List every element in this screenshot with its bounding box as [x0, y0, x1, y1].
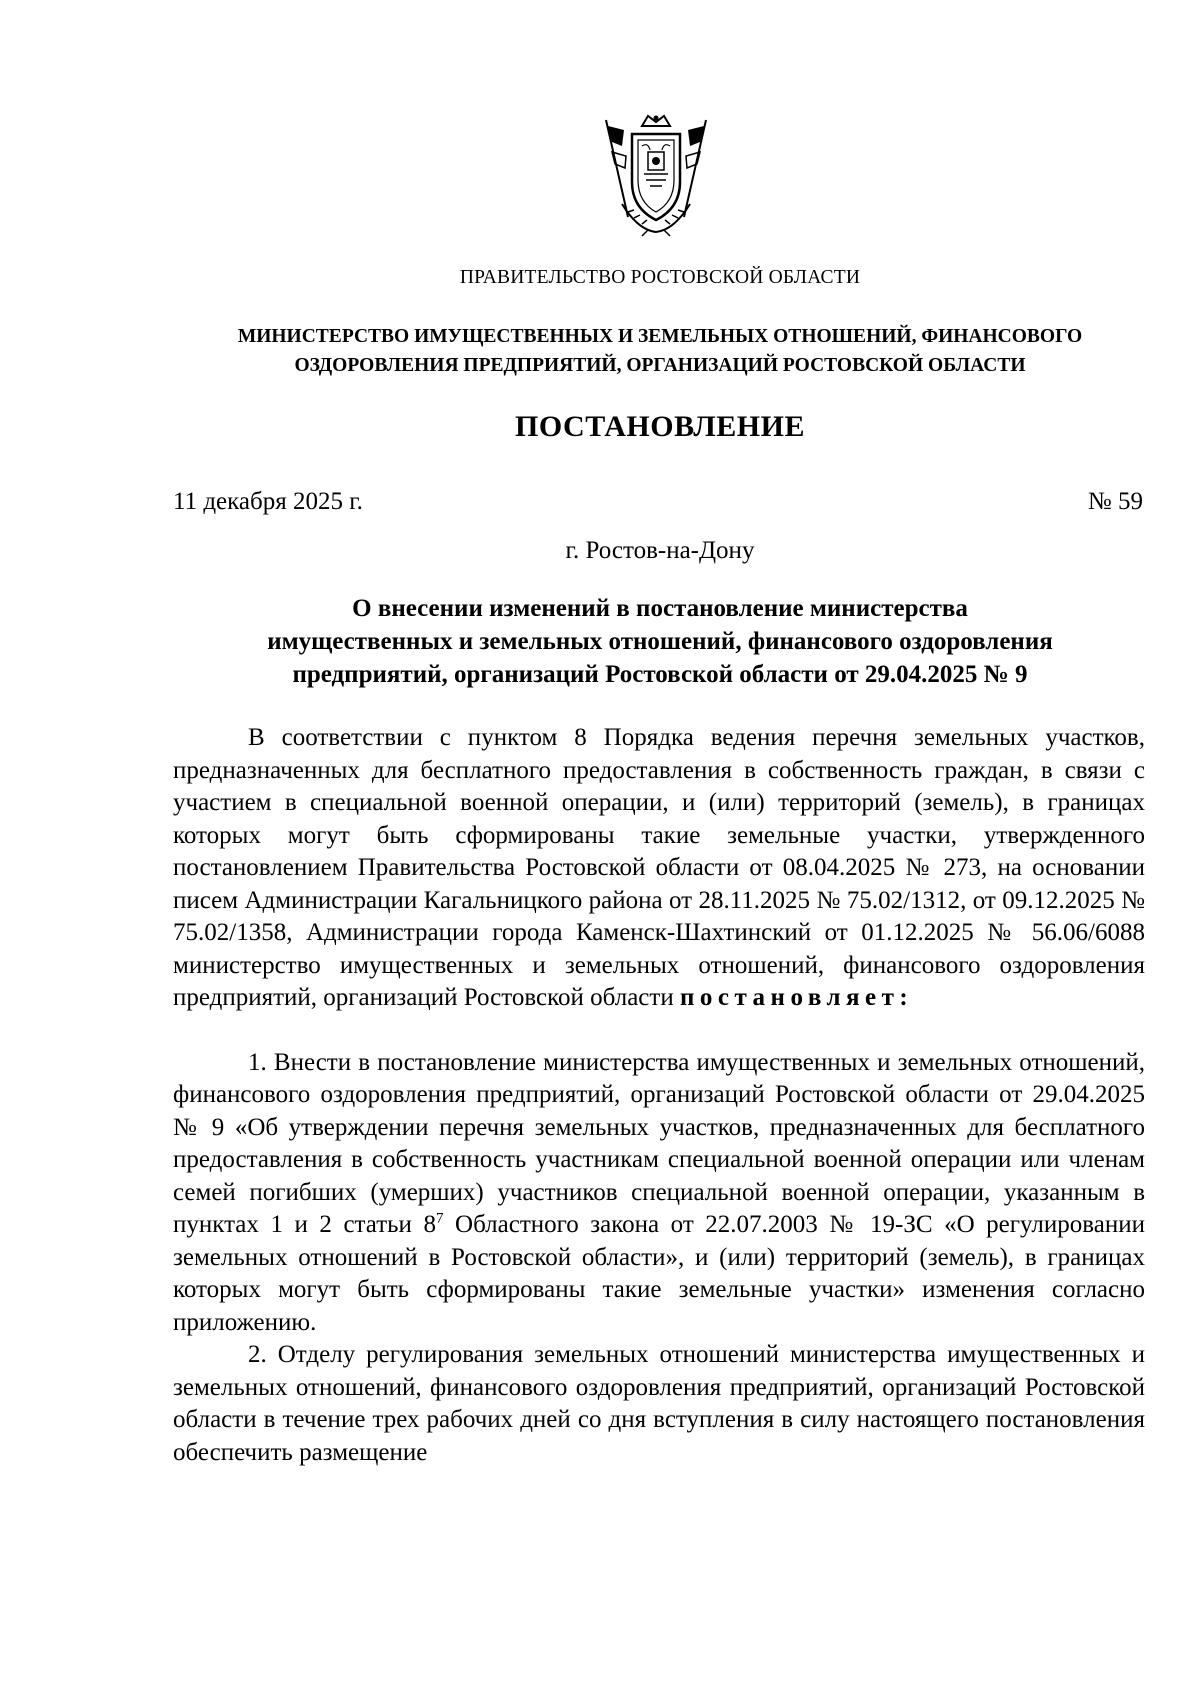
ministry-name-line2: ОЗДОРОВЛЕНИЯ ПРЕДПРИЯТИЙ, ОРГАНИЗАЦИЙ РОСТОВСКОЙ ОБЛАСТИ [294, 355, 1026, 376]
ministry-name [175, 322, 1145, 380]
document-title [175, 592, 1145, 691]
preamble-text: В соответствии с пунктом 8 Порядка ведения перечня земельных участков, предназначенных для бесплатного предоставления в собственность граждан, в связи с участием в специальной военной операции, и (или) территорий (земель), в границах которых могут быть сформированы такие земельные участки, утвержденного постановлением Правительства Ростовской области от 08.04.2025 № 273, на основании писем Администрации Кагальницкого района от 28.11.2025 № 75.02/1312, от 09.12.2025 № 75.02/1358, Администрации города Каменск-Шахтинский от 01.12.2025 № 56.06/6088 министерство имущественных и земельных отношений, финансового оздоровления предприятий, организаций Ростовской области [173, 724, 1145, 1011]
item-1-superscript: 7 [435, 1210, 444, 1227]
item-2-text: 2. Отделу регулирования земельных отношений министерства имущественных и земельных отношений, финансового оздоровления предприятий, организаций Ростовской области в течение трех рабочих дней со дня вступления в силу настоящего постановления обеспечить размещение [173, 1341, 1145, 1466]
document-title-line3: предприятий, организаций Ростовской области от 29.04.2025 № 9 [292, 661, 1028, 688]
item-1-text-part1: 1. Внести в постановление министерства имущественных и земельных отношений, финансового оздоровления предприятий, организаций Ростовской области от 29.04.2025 № 9 «Об утверждении перечня земельных участков, предназначенных для бесплатного предоставления в собственность участникам специальной военной операции или членам семей погибших (умерших) участников специальной военной операции, указанным в пунктах 1 и 2 статьи 8 [173, 1048, 1145, 1238]
preamble-paragraph [173, 722, 1145, 1015]
document-body [173, 722, 1145, 1469]
item-2-paragraph [173, 1339, 1145, 1469]
government-name: ПРАВИТЕЛЬСТВО РОСТОВСКОЙ ОБЛАСТИ [459, 267, 861, 288]
document-city: г. Ростов-на-Дону [565, 537, 755, 564]
item-1-text-part2: Областного закона от 22.07.2003 № 19-ЗС «О регулировании земельных отношений в Ростовской области», и (или) территорий (земель), в границах которых могут быть сформированы такие земельные участки» изменения согласно приложению. [173, 1211, 1145, 1336]
paragraph-spacer [173, 1015, 1145, 1047]
document-date: 11 декабря 2025 г. [173, 488, 363, 515]
item-1-paragraph [173, 1047, 1145, 1340]
coat-of-arms-icon [598, 112, 714, 238]
ministry-name-line1: МИНИСТЕРСТВО ИМУЩЕСТВЕННЫХ И ЗЕМЕЛЬНЫХ ОТНОШЕНИЙ, ФИНАНСОВОГО [237, 326, 1083, 347]
document-title-line2: имущественных и земельных отношений, финансового оздоровления [267, 628, 1053, 655]
decree-word: постановляет: [679, 984, 914, 1011]
document-title-line1: О внесении изменений в постановление министерства [352, 595, 968, 622]
document-type: ПОСТАНОВЛЕНИЕ [515, 410, 805, 443]
document-number: № 59 [1087, 488, 1143, 515]
